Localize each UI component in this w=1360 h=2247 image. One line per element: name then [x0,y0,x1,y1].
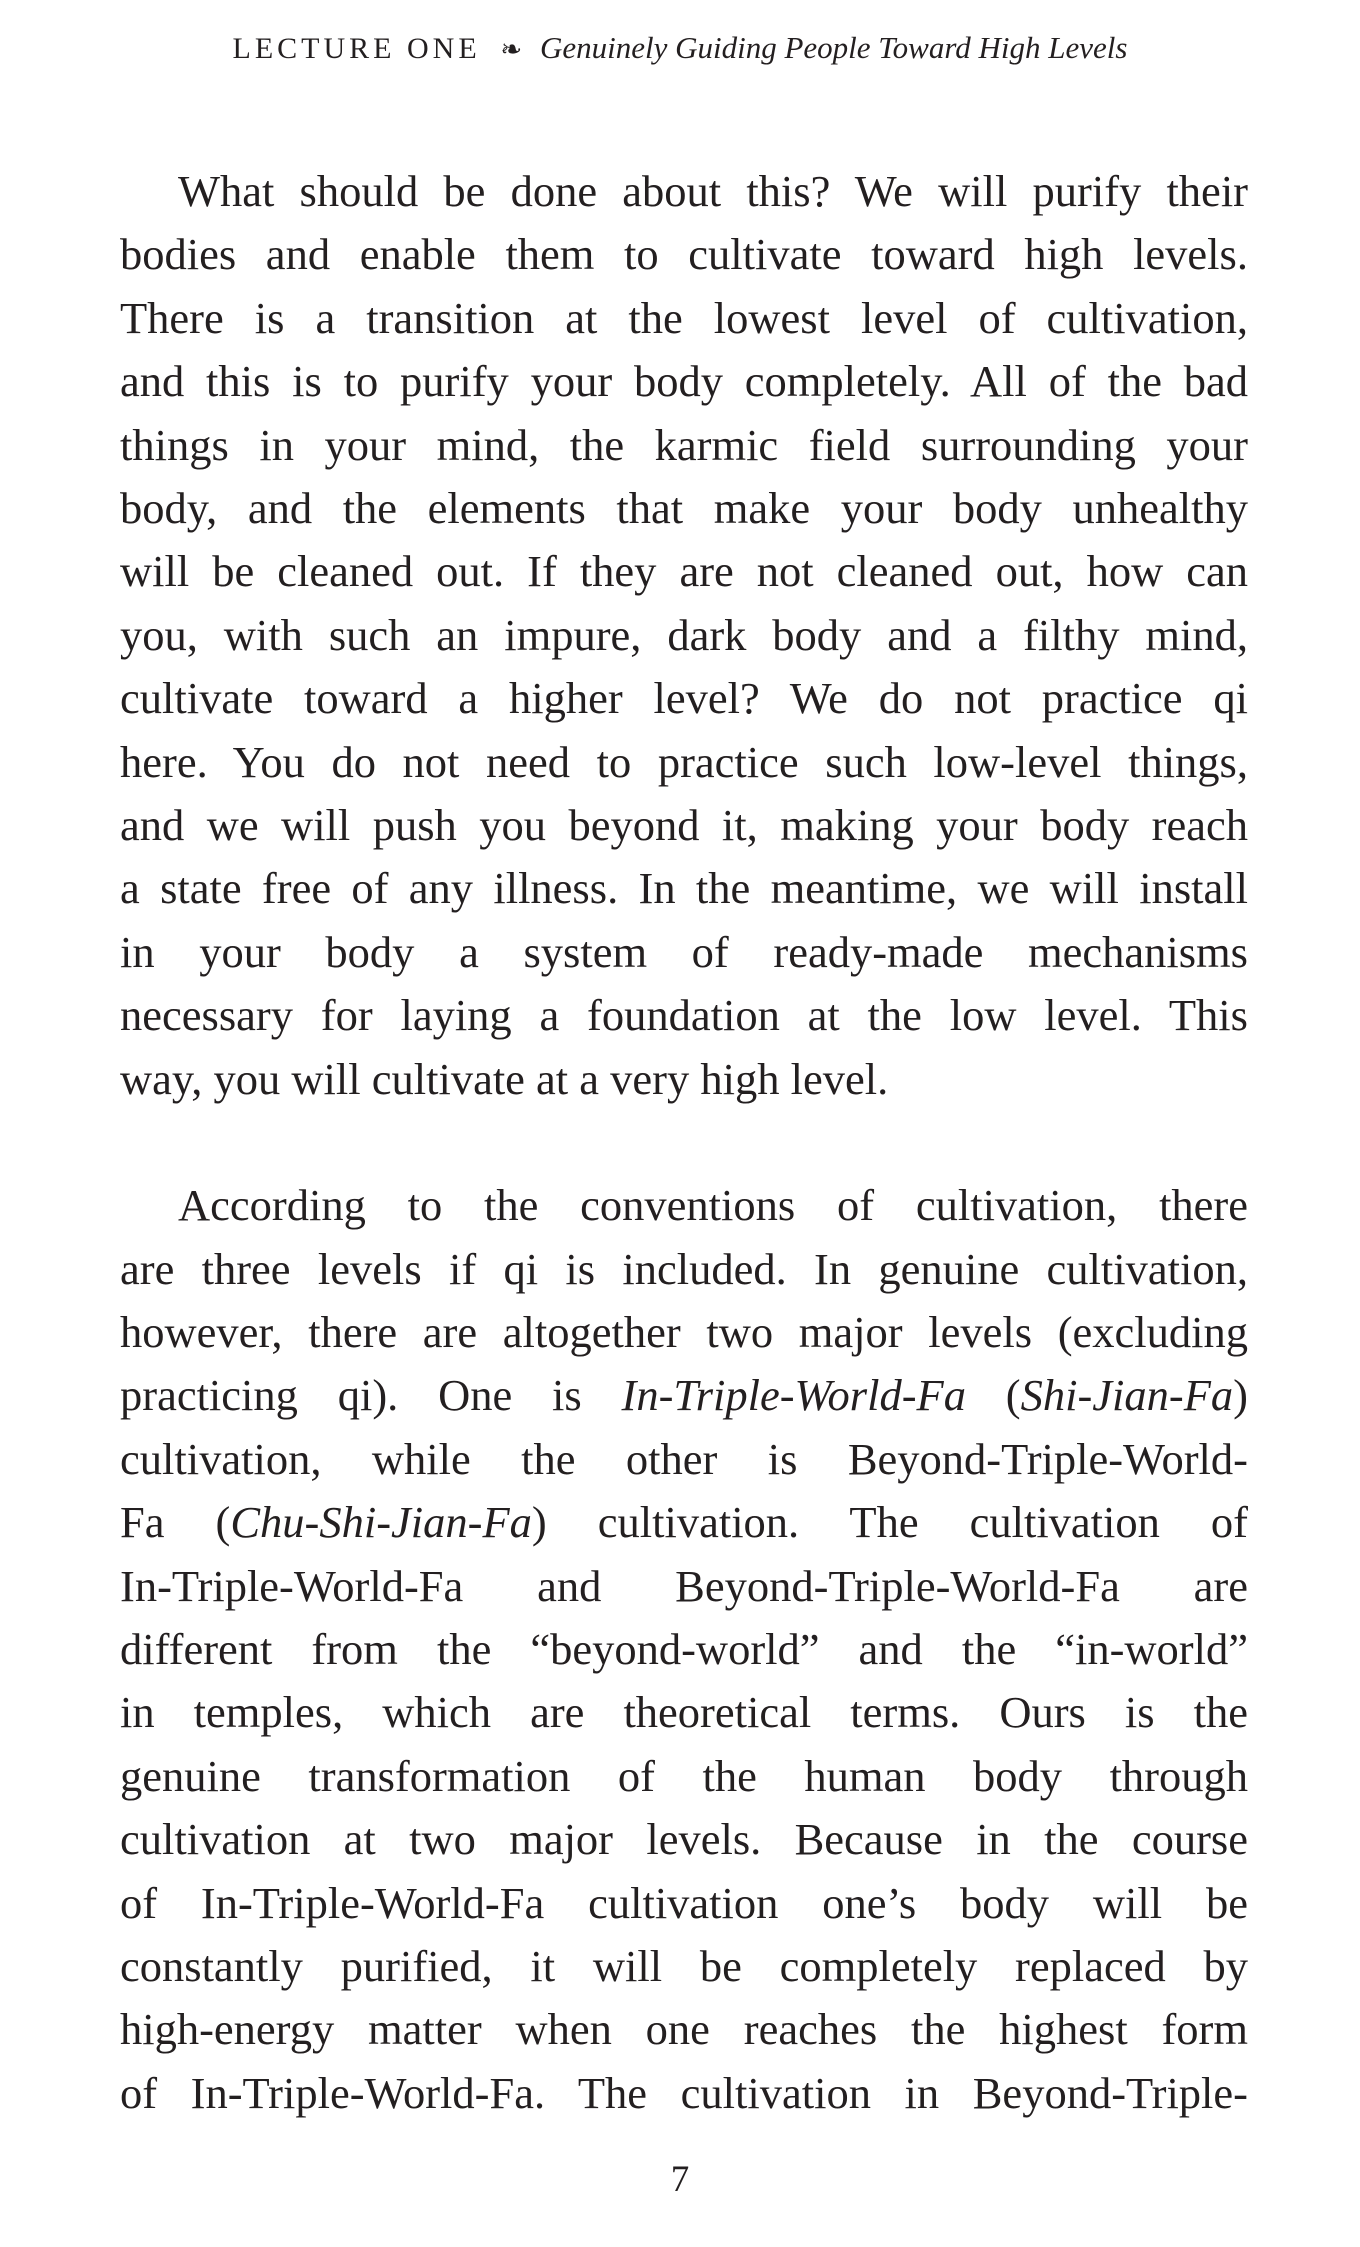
text-run: ) cultivation. The cultivation of [531,1497,1248,1548]
fleuron-icon: ❧ [500,35,523,64]
text-line: you, with such an impure, dark body and a filthy mind, [120,609,1248,660]
text-run: ) [1233,1370,1248,1421]
paragraph-2 [120,1174,1248,2125]
text-line: There is a transition at the lowest level of cultivation, [120,292,1248,343]
text-line: cultivation at two major levels. Because in the course [120,1814,1248,1865]
text-line: necessary for laying a foundation at the low level. This [120,990,1248,1041]
text-line: here. You do not need to practice such low-level things, [120,736,1248,787]
paragraph-1 [120,160,1248,1111]
text-line: cultivation, while the other is Beyond-Triple-World- [120,1433,1248,1484]
italic-term: In-Triple-World-Fa [621,1370,966,1421]
running-head [0,28,1360,70]
text-line: things in your mind, the karmic field surrounding your [120,419,1248,470]
text-line: in temples, which are theoretical terms. Ours is the [120,1687,1248,1738]
text-line: What should be done about this? We will purify their [178,166,1248,216]
text-line: constantly purified, it will be completely replaced by [120,1940,1248,1991]
text-line: and we will push you beyond it, making your body reach [120,800,1248,851]
text-line: in your body a system of ready-made mechanisms [120,926,1248,977]
text-line: are three levels if qi is included. In genuine cultivation, [120,1243,1248,1294]
body-text [120,160,1248,2125]
text-line: genuine transformation of the human body through [120,1750,1248,1801]
text-line: According to the conventions of cultivation, there [178,1180,1248,1231]
text-run: practicing qi). One is [120,1370,622,1421]
chapter-title: Genuinely Guiding People Toward High Levels [539,30,1128,65]
text-line [120,1491,1248,1554]
text-run: ( [965,1370,1021,1421]
page-number: 7 [670,2159,690,2200]
text-line: bodies and enable them to cultivate toward high levels. [120,229,1248,280]
text-line: body, and the elements that make your body unhealthy [120,483,1248,534]
text-line: and this is to purify your body completely. All of the bad [120,356,1248,407]
text-line: different from the “beyond-world” and the “in-world” [120,1623,1248,1674]
text-line: a state free of any illness. In the meantime, we will install [120,863,1248,914]
text-run: Fa ( [120,1497,231,1548]
text-line: however, there are altogether two major levels (excluding [120,1306,1248,1357]
text-line: of In-Triple-World-Fa. The cultivation in Beyond-Triple- [120,2067,1248,2118]
text-line: cultivate toward a higher level? We do not practice qi [120,673,1248,724]
italic-term: Chu-Shi-Jian-Fa [230,1497,532,1548]
italic-term: Shi-Jian-Fa [1020,1370,1234,1421]
text-line: way, you will cultivate at a very high level. [120,1053,889,1104]
text-line: will be cleaned out. If they are not cleaned out, how can [120,546,1248,597]
chapter-label: LECTURE ONE [232,32,481,65]
text-line: of In-Triple-World-Fa cultivation one’s body will be [120,1877,1248,1928]
text-line: high-energy matter when one reaches the highest form [120,2004,1248,2055]
text-line [120,1364,1248,1427]
text-line: In-Triple-World-Fa and Beyond-Triple-World-Fa are [120,1560,1248,1611]
